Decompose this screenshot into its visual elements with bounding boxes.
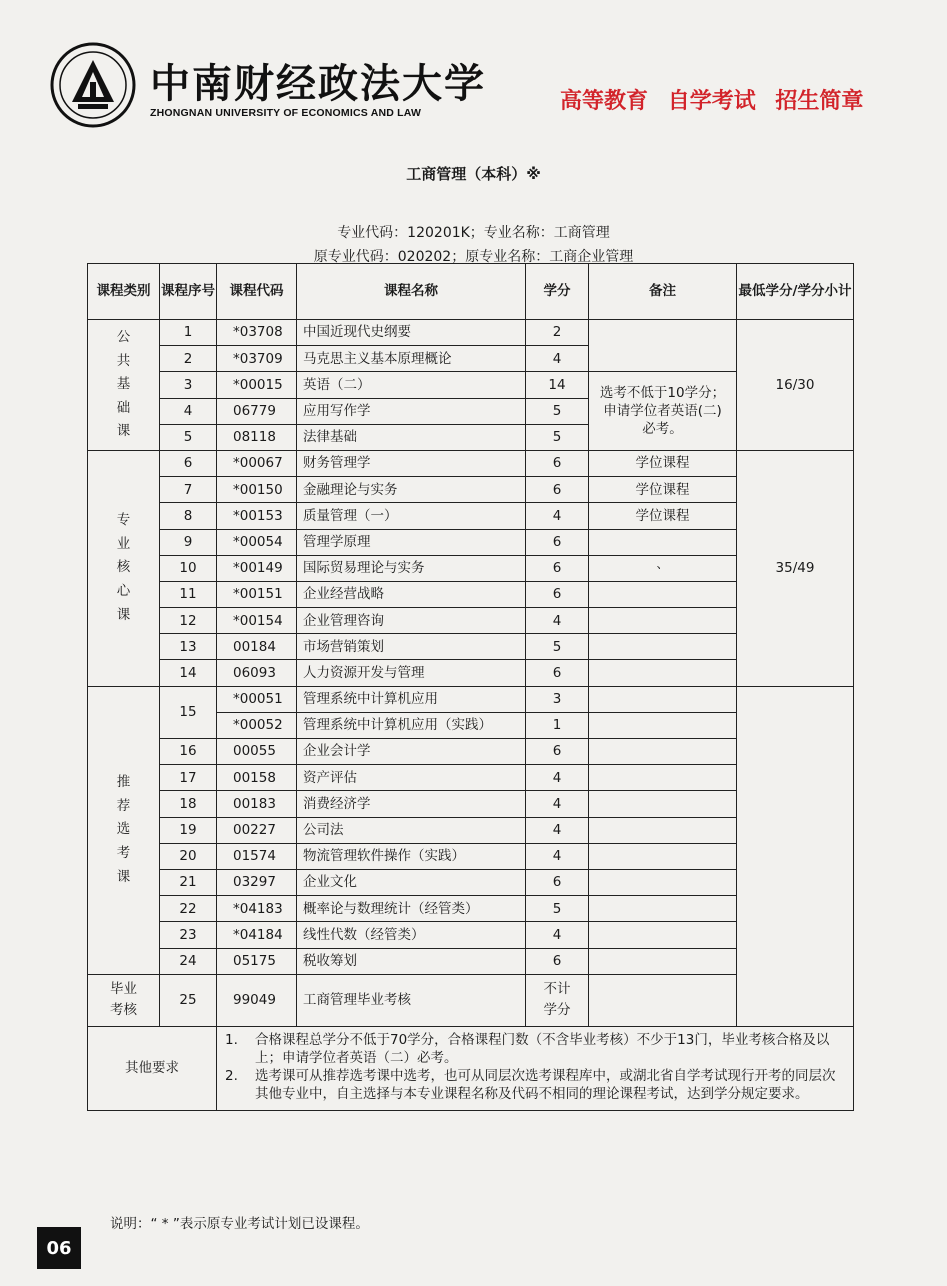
- credit-label: 不计学分: [543, 981, 571, 1019]
- slogan-part: 招生简章: [775, 89, 864, 114]
- name-cell: 工商管理毕业考核: [297, 974, 526, 1026]
- seq-cell: 1: [160, 320, 217, 346]
- code-cell: *00067: [217, 450, 297, 476]
- remark-cell: [589, 529, 737, 555]
- remark-cell: [589, 634, 737, 660]
- slogan-part: 自学考试: [667, 89, 756, 114]
- credit-cell: 4: [526, 791, 589, 817]
- code-cell: 06093: [217, 660, 297, 686]
- major-title: 工商管理（本科）※: [406, 165, 541, 183]
- name-cell: 法律基础: [297, 424, 526, 450]
- credit-cell: 2: [526, 320, 589, 346]
- seq-cell: 15: [160, 686, 217, 738]
- name-cell: 管理系统中计算机应用（实践）: [297, 712, 526, 738]
- code-cell: 08118: [217, 424, 297, 450]
- code-cell: *00052: [217, 712, 297, 738]
- seq-cell: 6: [160, 450, 217, 476]
- name-cell: 消费经济学: [297, 791, 526, 817]
- code-cell: 00158: [217, 765, 297, 791]
- category-cell: [88, 974, 160, 1026]
- seq-cell: 21: [160, 869, 217, 895]
- code-cell: 03297: [217, 869, 297, 895]
- code-cell: *04183: [217, 896, 297, 922]
- remark-cell: [589, 608, 737, 634]
- remark-cell: [589, 869, 737, 895]
- seq-cell: 11: [160, 581, 217, 607]
- requirement-number: 2.: [225, 1068, 238, 1085]
- code-cell: 00183: [217, 791, 297, 817]
- name-cell: 中国近现代史纲要: [297, 320, 526, 346]
- seq-cell: 20: [160, 843, 217, 869]
- remark-cell: [589, 765, 737, 791]
- credit-cell: 4: [526, 503, 589, 529]
- code-cell: *00150: [217, 477, 297, 503]
- page-header: [0, 0, 947, 150]
- seq-cell: 19: [160, 817, 217, 843]
- name-cell: 管理学原理: [297, 529, 526, 555]
- code-cell: 06779: [217, 398, 297, 424]
- page-number: 06: [37, 1227, 81, 1269]
- credit-cell: 6: [526, 660, 589, 686]
- name-cell: 金融理论与实务: [297, 477, 526, 503]
- university-name-en: ZHONGNAN UNIVERSITY OF ECONOMICS AND LAW: [150, 107, 422, 119]
- credit-cell: 6: [526, 869, 589, 895]
- seq-cell: 9: [160, 529, 217, 555]
- seq-cell: 24: [160, 948, 217, 974]
- credit-cell: 6: [526, 529, 589, 555]
- remark-cell: 学位课程: [589, 477, 737, 503]
- name-cell: 国际贸易理论与实务: [297, 555, 526, 581]
- code-cell: *00154: [217, 608, 297, 634]
- code-cell: 01574: [217, 843, 297, 869]
- remark-cell: [589, 739, 737, 765]
- remark-cell: [589, 817, 737, 843]
- other-requirements-label: 其他要求: [88, 1026, 217, 1110]
- header-subtotal: 最低学分/学分小计: [737, 264, 854, 320]
- seq-cell: 4: [160, 398, 217, 424]
- seq-cell: 18: [160, 791, 217, 817]
- name-cell: 物流管理软件操作（实践）: [297, 843, 526, 869]
- credit-cell: 4: [526, 843, 589, 869]
- name-cell: 人力资源开发与管理: [297, 660, 526, 686]
- credit-cell: 5: [526, 896, 589, 922]
- header-remark: 备注: [589, 264, 737, 320]
- name-cell: 企业会计学: [297, 739, 526, 765]
- credit-cell: 4: [526, 817, 589, 843]
- table-row: [88, 320, 854, 346]
- subtotal-cell: 35/49: [737, 450, 854, 686]
- course-plan-table: [87, 263, 854, 1111]
- other-requirements-cell: [217, 1026, 854, 1110]
- name-cell: 概率论与数理统计（经管类）: [297, 896, 526, 922]
- seq-cell: 16: [160, 739, 217, 765]
- code-cell: *00054: [217, 529, 297, 555]
- credit-cell: 4: [526, 765, 589, 791]
- remark-cell: [589, 922, 737, 948]
- name-cell: 应用写作学: [297, 398, 526, 424]
- remark-cell: [589, 660, 737, 686]
- seq-cell: 5: [160, 424, 217, 450]
- code-cell: *00149: [217, 555, 297, 581]
- remark-cell: [589, 974, 737, 1026]
- remark-cell: [589, 686, 737, 712]
- credit-cell: [526, 974, 589, 1026]
- university-name-cn: 中南财经政法大学: [150, 60, 486, 107]
- code-cell: 00227: [217, 817, 297, 843]
- code-cell: *03709: [217, 346, 297, 372]
- credit-cell: 5: [526, 634, 589, 660]
- credit-cell: 6: [526, 555, 589, 581]
- credit-cell: 6: [526, 739, 589, 765]
- seq-cell: 25: [160, 974, 217, 1026]
- header-seq: 课程序号: [160, 264, 217, 320]
- name-cell: 企业文化: [297, 869, 526, 895]
- subtotal-cell: [737, 686, 854, 1026]
- seq-cell: 13: [160, 634, 217, 660]
- credit-cell: 6: [526, 948, 589, 974]
- name-cell: 线性代数（经管类）: [297, 922, 526, 948]
- seq-cell: 17: [160, 765, 217, 791]
- slogan-part: 高等教育: [560, 89, 649, 114]
- remark-cell: [589, 896, 737, 922]
- credit-cell: 6: [526, 581, 589, 607]
- major-code-line: 专业代码：120201K；专业名称：工商管理: [337, 225, 610, 241]
- remark-cell: [589, 712, 737, 738]
- requirement-text: 合格课程总学分不低于70学分，合格课程门数（不含毕业考核）不少于13门，毕业考核合格及以上；申请学位者英语（二）必考。: [255, 1031, 830, 1066]
- name-cell: 企业管理咨询: [297, 608, 526, 634]
- credit-cell: 5: [526, 424, 589, 450]
- remark-cell: [589, 581, 737, 607]
- seq-cell: 14: [160, 660, 217, 686]
- table-header-row: [88, 264, 854, 320]
- university-seal-icon: [50, 42, 136, 128]
- credit-cell: 1: [526, 712, 589, 738]
- credit-cell: 14: [526, 372, 589, 398]
- name-cell: 管理系统中计算机应用: [297, 686, 526, 712]
- name-cell: 英语（二）: [297, 372, 526, 398]
- name-cell: 企业经营战略: [297, 581, 526, 607]
- requirement-item: [225, 1031, 845, 1067]
- name-cell: 马克思主义基本原理概论: [297, 346, 526, 372]
- credit-cell: 3: [526, 686, 589, 712]
- category-cell: [88, 686, 160, 974]
- remark-cell: [589, 843, 737, 869]
- remark-cell: [589, 948, 737, 974]
- name-cell: 税收筹划: [297, 948, 526, 974]
- category-label: 专业核心课: [116, 512, 131, 623]
- code-cell: *00153: [217, 503, 297, 529]
- name-cell: 市场营销策划: [297, 634, 526, 660]
- table-row: [88, 1026, 854, 1110]
- header-name: 课程名称: [297, 264, 526, 320]
- seq-cell: 22: [160, 896, 217, 922]
- former-major-code-line: 原专业代码：020202；原专业名称：工商企业管理: [313, 249, 634, 265]
- code-cell: 99049: [217, 974, 297, 1026]
- requirement-text: 选考课可从推荐选考课中选考，也可从同层次选考课程库中，或湖北省自学考试现行开考的同层次其他专业中，自主选择与本专业课程名称及代码不相同的理论课程考试，达到学分规定要求。: [255, 1068, 836, 1103]
- requirement-item: [225, 1067, 845, 1103]
- seq-cell: 10: [160, 555, 217, 581]
- seq-cell: 3: [160, 372, 217, 398]
- header-credit: 学分: [526, 264, 589, 320]
- code-cell: *00151: [217, 581, 297, 607]
- table-row: [88, 450, 854, 476]
- category-label: 推荐选考课: [116, 774, 131, 885]
- category-cell: [88, 450, 160, 686]
- code-cell: 05175: [217, 948, 297, 974]
- name-cell: 资产评估: [297, 765, 526, 791]
- seq-cell: 7: [160, 477, 217, 503]
- credit-cell: 5: [526, 398, 589, 424]
- code-cell: *00051: [217, 686, 297, 712]
- seq-cell: 8: [160, 503, 217, 529]
- credit-cell: 4: [526, 922, 589, 948]
- name-cell: 公司法: [297, 817, 526, 843]
- code-cell: 00055: [217, 739, 297, 765]
- credit-cell: 4: [526, 346, 589, 372]
- seq-cell: 2: [160, 346, 217, 372]
- code-cell: *00015: [217, 372, 297, 398]
- category-cell: [88, 320, 160, 451]
- code-cell: *04184: [217, 922, 297, 948]
- credit-cell: 6: [526, 450, 589, 476]
- name-cell: 质量管理（一）: [297, 503, 526, 529]
- remark-cell: [589, 791, 737, 817]
- brochure-slogan: [560, 84, 863, 115]
- remark-cell: 学位课程: [589, 503, 737, 529]
- remark-cell: 学位课程: [589, 450, 737, 476]
- code-cell: *03708: [217, 320, 297, 346]
- header-category: 课程类别: [88, 264, 160, 320]
- name-cell: 财务管理学: [297, 450, 526, 476]
- requirement-number: 1.: [225, 1031, 238, 1048]
- credit-cell: 4: [526, 608, 589, 634]
- credit-cell: 6: [526, 477, 589, 503]
- category-label: 毕业考核: [110, 980, 137, 1019]
- seq-cell: 12: [160, 608, 217, 634]
- code-cell: 00184: [217, 634, 297, 660]
- remark-cell: [589, 320, 737, 372]
- subtotal-cell: 16/30: [737, 320, 854, 451]
- footnote: 说明：“ * ”表示原专业考试计划已设课程。: [110, 1216, 369, 1232]
- category-label: 公共基础课: [116, 328, 131, 440]
- seq-cell: 23: [160, 922, 217, 948]
- table-row: [88, 686, 854, 712]
- remark-cell: 选考不低于10学分；申请学位者英语(二)必考。: [589, 372, 737, 451]
- remark-cell: 、: [589, 555, 737, 581]
- header-code: 课程代码: [217, 264, 297, 320]
